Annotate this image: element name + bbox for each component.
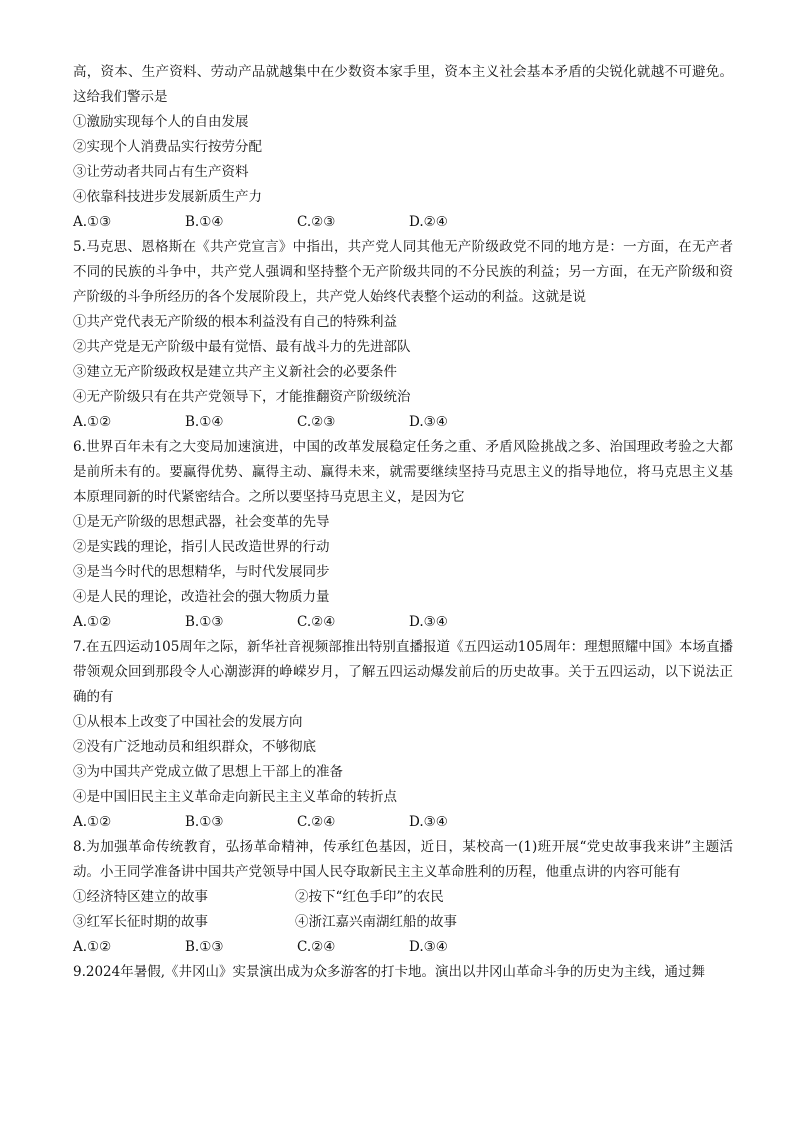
q7-choice-d: D.③④ bbox=[409, 814, 448, 830]
q5-choice-b: B.①④ bbox=[185, 414, 224, 430]
q8-option-4: ④浙江嘉兴南湖红船的故事 bbox=[295, 914, 457, 930]
q8-choice-c: C.②④ bbox=[297, 939, 336, 955]
q5-choice-a: A.①② bbox=[73, 414, 112, 430]
q6-choice-b: B.①③ bbox=[185, 614, 224, 630]
q6-option-3: ③是当今时代的思想精华，与时代发展同步 bbox=[73, 564, 330, 580]
q5-choices bbox=[73, 410, 733, 435]
q6-option-2: ②是实践的理论，指引人民改造世界的行动 bbox=[73, 539, 330, 555]
q8-choice-a: A.①② bbox=[73, 939, 112, 955]
q5-option-3: ③建立无产阶级政权是建立共产主义新社会的必要条件 bbox=[73, 364, 397, 380]
q4-option-4: ④依靠科技进步发展新质生产力 bbox=[73, 189, 262, 205]
q4-choice-b: B.①④ bbox=[185, 214, 224, 230]
q5-option-4: ④无产阶级只有在共产党领导下，才能推翻资产阶级统治 bbox=[73, 389, 411, 405]
q7-choice-b: B.①③ bbox=[185, 814, 224, 830]
q6-choice-a: A.①② bbox=[73, 614, 112, 630]
q8-options-row-2 bbox=[73, 910, 733, 935]
question-4-stem: 高，资本、生产资料、劳动产品就越集中在少数资本家手里，资本主义社会基本矛盾的尖锐化就越不可避免。这给我们警示是 bbox=[73, 64, 733, 105]
q8-choices bbox=[73, 935, 733, 960]
q8-choice-d: D.③④ bbox=[409, 939, 448, 955]
q7-option-3: ③为中国共产党成立做了思想上干部上的准备 bbox=[73, 764, 343, 780]
q8-options-row-1 bbox=[73, 885, 733, 910]
q8-option-1: ①经济特区建立的故事 bbox=[73, 889, 208, 905]
q6-choice-c: C.②④ bbox=[297, 614, 336, 630]
q5-choice-d: D.③④ bbox=[409, 414, 448, 430]
question-7-stem: 7.在五四运动105周年之际，新华社音视频部推出特别直播报道《五四运动105周年：理想照耀中国》本场直播带领观众回到那段令人心潮澎湃的峥嵘岁月，了解五四运动爆发前后的历史故事。关于五四运动，以下说法正确的有 bbox=[73, 639, 733, 705]
q4-choice-c: C.②③ bbox=[297, 214, 336, 230]
question-8-stem: 8.为加强革命传统教育，弘扬革命精神，传承红色基因，近日，某校高一(1)班开展“党史故事我来讲”主题活动。小王同学准备讲中国共产党领导中国人民夺取新民主主义革命胜利的历程，他重点讲的内容可能有 bbox=[73, 839, 733, 880]
q7-option-4: ④是中国旧民主主义革命走向新民主主义革命的转折点 bbox=[73, 789, 397, 805]
q8-choice-b: B.①③ bbox=[185, 939, 224, 955]
q7-choice-a: A.①② bbox=[73, 814, 112, 830]
q8-option-3: ③红军长征时期的故事 bbox=[73, 914, 208, 930]
q6-choice-d: D.③④ bbox=[409, 614, 448, 630]
q4-choices bbox=[73, 210, 733, 235]
q4-option-3: ③让劳动者共同占有生产资料 bbox=[73, 164, 249, 180]
q5-option-1: ①共产党代表无产阶级的根本利益没有自己的特殊利益 bbox=[73, 314, 397, 330]
q6-choices bbox=[73, 610, 733, 635]
q4-choice-d: D.②④ bbox=[409, 214, 448, 230]
q8-option-2: ②按下“红色手印”的农民 bbox=[295, 889, 444, 905]
q6-option-1: ①是无产阶级的思想武器，社会变革的先导 bbox=[73, 514, 330, 530]
q7-choices bbox=[73, 810, 733, 835]
question-9-stem: 9.2024年暑假,《井冈山》实景演出成为众多游客的打卡地。演出以井冈山革命斗争的历史为主线，通过舞 bbox=[73, 964, 706, 980]
q7-option-1: ①从根本上改变了中国社会的发展方向 bbox=[73, 714, 303, 730]
q4-option-1: ①激励实现每个人的自由发展 bbox=[73, 114, 249, 130]
question-6-stem: 6.世界百年未有之大变局加速演进，中国的改革发展稳定任务之重、矛盾风险挑战之多、治国理政考验之大都是前所未有的。要赢得优势、赢得主动、赢得未来，就需要继续坚持马克思主义的指导地位，将马克思主义基本原理同新的时代紧密结合。之所以要坚持马克思主义，是因为它 bbox=[73, 439, 733, 505]
q6-option-4: ④是人民的理论，改造社会的强大物质力量 bbox=[73, 589, 330, 605]
exam-page bbox=[73, 60, 733, 985]
q4-option-2: ②实现个人消费品实行按劳分配 bbox=[73, 139, 262, 155]
q7-option-2: ②没有广泛地动员和组织群众，不够彻底 bbox=[73, 739, 316, 755]
q7-choice-c: C.②④ bbox=[297, 814, 336, 830]
q5-option-2: ②共产党是无产阶级中最有觉悟、最有战斗力的先进部队 bbox=[73, 339, 411, 355]
q4-choice-a: A.①③ bbox=[73, 214, 112, 230]
question-5-stem: 5.马克思、恩格斯在《共产党宣言》中指出，共产党人同其他无产阶级政党不同的地方是：一方面，在无产者不同的民族的斗争中，共产党人强调和坚持整个无产阶级共同的不分民族的利益；另一方面，在无产阶级和资产阶级的斗争所经历的各个发展阶段上，共产党人始终代表整个运动的利益。这就是说 bbox=[73, 239, 733, 305]
q5-choice-c: C.②③ bbox=[297, 414, 336, 430]
